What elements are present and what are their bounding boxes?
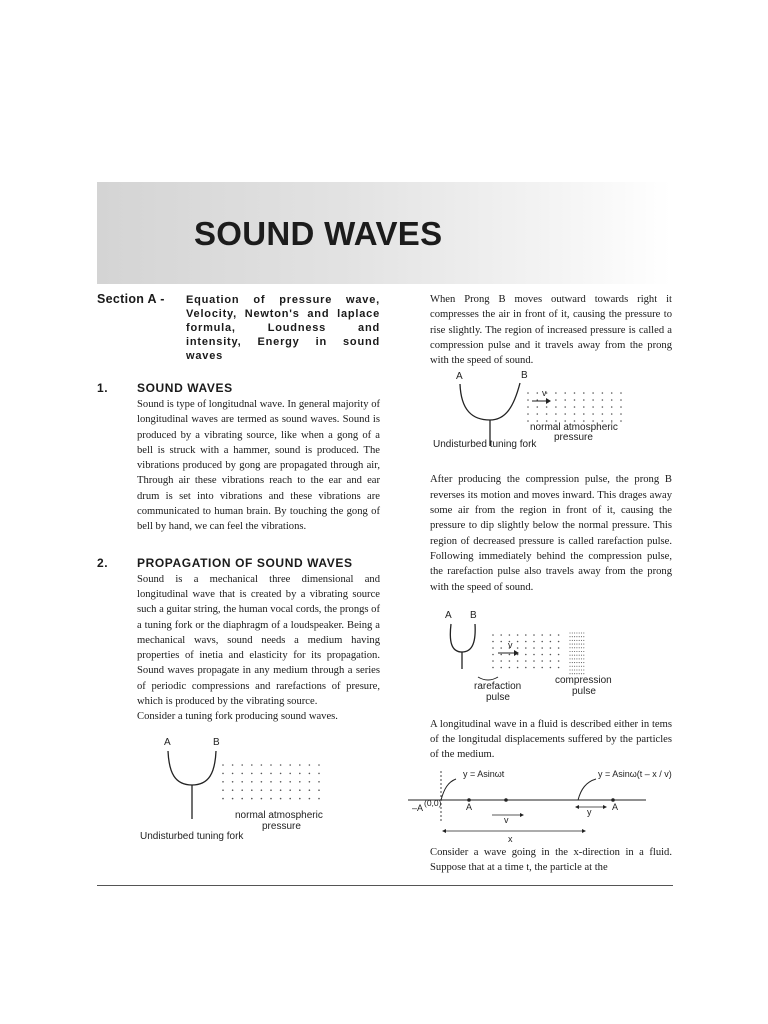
air-particle <box>299 797 301 799</box>
air-particle <box>517 647 519 649</box>
air-particle <box>500 634 502 636</box>
air-particle <box>558 660 560 662</box>
air-particle <box>569 655 570 656</box>
air-particle <box>222 764 224 766</box>
air-particle <box>500 641 502 643</box>
air-particle <box>572 655 573 656</box>
air-particle <box>492 634 494 636</box>
air-particle <box>558 647 560 649</box>
air-particle <box>574 655 575 656</box>
air-particle <box>569 640 570 641</box>
air-particle <box>583 636 584 637</box>
air-particle <box>558 641 560 643</box>
air-particle <box>576 655 577 656</box>
air-particle <box>318 764 320 766</box>
air-particle <box>492 667 494 669</box>
air-particle <box>581 651 582 652</box>
air-particle <box>309 781 311 783</box>
right-column <box>412 292 672 875</box>
air-particle <box>572 669 573 670</box>
wave-left <box>441 779 456 800</box>
prong-a-label: A <box>164 736 171 748</box>
air-particle <box>572 632 573 633</box>
displacement-diagram <box>408 767 672 845</box>
air-particle <box>261 789 263 791</box>
air-particle <box>576 666 577 667</box>
section-heading-2 <box>97 556 380 570</box>
air-particle <box>579 647 580 648</box>
air-particle <box>583 651 584 652</box>
prong-b-label: B <box>470 609 477 621</box>
air-particle <box>581 658 582 659</box>
air-particle <box>289 764 291 766</box>
air-particle <box>555 414 557 416</box>
rarefaction-brace <box>478 677 498 680</box>
air-particle <box>517 660 519 662</box>
air-particle <box>574 636 575 637</box>
fork-caption: Undisturbed tuning fork <box>433 439 537 451</box>
fork-prongs <box>460 383 520 420</box>
section-a-header <box>97 292 380 363</box>
air-particle <box>576 669 577 670</box>
air-particle <box>602 414 604 416</box>
air-particle <box>581 636 582 637</box>
air-particle <box>525 654 527 656</box>
air-particle <box>261 797 263 799</box>
air-particle <box>261 772 263 774</box>
v-label: v <box>504 814 509 825</box>
section-a-label: Section A - <box>97 292 165 306</box>
air-particle <box>574 658 575 659</box>
arrow-head <box>603 805 607 809</box>
air-particle <box>583 658 584 659</box>
air-particle <box>579 651 580 652</box>
air-particle <box>555 393 557 395</box>
origin-label: (0,0) <box>424 797 442 808</box>
section-number: 2. <box>97 555 109 570</box>
air-particle <box>572 666 573 667</box>
x-label: x <box>508 833 513 844</box>
air-particle <box>537 414 539 416</box>
air-particle <box>569 647 570 648</box>
air-particle <box>517 634 519 636</box>
arrow-head <box>546 398 551 404</box>
left-column <box>97 292 380 843</box>
air-particle <box>574 666 575 667</box>
compression-label: compression <box>555 674 612 686</box>
prong-b-label: B <box>213 736 220 748</box>
compression-diagram <box>430 368 672 472</box>
air-particle <box>583 407 585 409</box>
air-particle <box>251 764 253 766</box>
air-particle <box>602 407 604 409</box>
air-particle <box>533 647 535 649</box>
air-particle <box>574 393 576 395</box>
air-particle <box>592 393 594 395</box>
air-particle <box>574 414 576 416</box>
air-particle <box>509 667 511 669</box>
air-particle <box>289 772 291 774</box>
page-title: SOUND WAVES <box>194 215 443 252</box>
air-particle <box>299 764 301 766</box>
air-particle <box>280 781 282 783</box>
air-particle <box>592 414 594 416</box>
air-particle <box>574 640 575 641</box>
title-band <box>97 182 671 284</box>
air-particle <box>299 781 301 783</box>
air-particle <box>232 764 234 766</box>
arrow-head <box>520 813 524 817</box>
air-particle <box>525 641 527 643</box>
air-particle <box>574 643 575 644</box>
paragraph: Consider a wave going in the x-direction in a fluid. Suppose that at a time t, the particle at the <box>430 846 672 874</box>
pressure-label: normal atmospheric <box>235 809 323 821</box>
air-particle <box>579 666 580 667</box>
velocity-label: v <box>542 388 547 399</box>
air-particle <box>558 634 560 636</box>
air-particle <box>280 764 282 766</box>
air-particle <box>620 414 622 416</box>
air-particle <box>583 662 584 663</box>
air-particle <box>492 647 494 649</box>
air-particle <box>232 797 234 799</box>
air-particle <box>564 414 566 416</box>
air-particle <box>270 789 272 791</box>
air-particle <box>579 655 580 656</box>
air-particle <box>232 772 234 774</box>
air-particle <box>572 640 573 641</box>
air-particle <box>583 640 584 641</box>
air-particle <box>241 764 243 766</box>
air-particle <box>533 641 535 643</box>
air-particle <box>318 781 320 783</box>
air-particle <box>558 654 560 656</box>
air-particle <box>574 647 575 648</box>
arrow-head <box>582 829 586 833</box>
air-particle <box>541 641 543 643</box>
air-particle <box>309 764 311 766</box>
air-particle <box>576 662 577 663</box>
prong-a-label: A <box>445 609 452 621</box>
pressure-label: pressure <box>554 432 593 444</box>
air-particle <box>569 643 570 644</box>
rarefaction-label: pulse <box>486 691 510 703</box>
a-right-label: A <box>612 801 619 812</box>
air-particle <box>232 789 234 791</box>
air-particle <box>500 654 502 656</box>
air-particle <box>509 634 511 636</box>
air-particle <box>579 662 580 663</box>
velocity-label: v <box>508 639 513 650</box>
air-particle <box>620 421 622 423</box>
air-particle <box>579 632 580 633</box>
air-particle <box>546 407 548 409</box>
paragraph: When Prong B moves outward towards right it compresses the air in front of it, causing the pressure to rise slightly. The region of increased pressure is called a compression pulse and it travels away from the prong with the speed of sound. <box>430 294 672 367</box>
air-particle <box>241 772 243 774</box>
air-particle <box>241 789 243 791</box>
air-particle <box>500 647 502 649</box>
air-particle <box>509 654 511 656</box>
figure-wave-displacement <box>412 767 672 845</box>
air-particle <box>602 400 604 402</box>
air-particle <box>541 660 543 662</box>
air-particle <box>525 634 527 636</box>
air-particle <box>500 660 502 662</box>
air-particle <box>309 772 311 774</box>
air-particle <box>241 797 243 799</box>
air-particle <box>550 634 552 636</box>
air-particle <box>546 414 548 416</box>
air-particle <box>241 781 243 783</box>
air-particle <box>581 640 582 641</box>
air-particle <box>583 400 585 402</box>
air-particle <box>289 797 291 799</box>
compression-particles <box>569 632 584 674</box>
air-particle <box>537 407 539 409</box>
air-particle <box>251 789 253 791</box>
figure-rarefaction <box>430 607 672 711</box>
air-particle <box>583 666 584 667</box>
air-particle <box>525 647 527 649</box>
air-particle <box>550 647 552 649</box>
air-particle <box>525 660 527 662</box>
air-particle <box>558 667 560 669</box>
air-particle <box>251 772 253 774</box>
air-particle <box>232 781 234 783</box>
air-particle <box>569 669 570 670</box>
air-particle <box>550 660 552 662</box>
air-particle <box>555 400 557 402</box>
air-particle <box>318 789 320 791</box>
arrow-head <box>575 805 579 809</box>
air-particle <box>527 414 529 416</box>
air-particle <box>550 667 552 669</box>
air-particle <box>309 789 311 791</box>
air-particle <box>572 647 573 648</box>
paragraph: After producing the compression pulse, the prong B reverses its motion and moves inward. This drages away some air from the region in front of it, causing the pressure to dip slightly below the normal pressure. This region of decreased pressure is called rarefaction pulse. Following immediately behind the compression pulse, the rarefaction pulse also travels away from the prong with the speed of sound. <box>430 474 672 593</box>
air-particle <box>569 662 570 663</box>
air-particle <box>581 643 582 644</box>
compression-label: pulse <box>572 685 596 697</box>
arrow-head <box>514 650 519 656</box>
rarefaction-label: rarefaction <box>474 680 522 692</box>
air-particle <box>579 643 580 644</box>
air-particle <box>564 407 566 409</box>
air-particle <box>579 669 580 670</box>
air-particle <box>222 797 224 799</box>
air-particle <box>280 797 282 799</box>
air-particle <box>576 632 577 633</box>
air-particle <box>318 772 320 774</box>
air-particle <box>611 393 613 395</box>
air-particle <box>222 772 224 774</box>
air-particle <box>289 789 291 791</box>
prong-b-label: B <box>521 370 528 382</box>
air-particle <box>270 797 272 799</box>
air-particle <box>579 658 580 659</box>
air-particle <box>251 797 253 799</box>
fork-prongs <box>450 624 475 652</box>
air-particle <box>574 669 575 670</box>
air-particle <box>583 669 584 670</box>
air-particle <box>261 764 263 766</box>
section-title: SOUND WAVES <box>137 381 233 395</box>
air-particle <box>581 669 582 670</box>
air-particle <box>574 407 576 409</box>
air-particle <box>527 393 529 395</box>
air-particle <box>611 414 613 416</box>
section-title: PROPAGATION OF SOUND WAVES <box>137 555 353 570</box>
neg-a-label: –A <box>412 802 424 813</box>
air-particle <box>569 636 570 637</box>
air-particle <box>500 667 502 669</box>
fork-prongs <box>168 751 216 785</box>
air-particle <box>579 640 580 641</box>
air-particle <box>576 658 577 659</box>
air-particle <box>581 632 582 633</box>
air-particle <box>318 797 320 799</box>
air-particle <box>574 651 575 652</box>
air-particles <box>492 634 559 668</box>
bottom-rule <box>97 885 673 886</box>
air-particle <box>574 632 575 633</box>
eq-right-label: y = Asinω(t – x / v) <box>598 768 672 779</box>
air-particle <box>527 407 529 409</box>
air-particle <box>620 407 622 409</box>
air-particle <box>550 641 552 643</box>
a-mid-label: A <box>466 801 473 812</box>
prong-a-label: A <box>456 371 463 383</box>
air-particle <box>527 421 529 423</box>
particle-v <box>504 798 508 802</box>
air-particle <box>555 407 557 409</box>
air-particle <box>583 655 584 656</box>
air-particle <box>222 781 224 783</box>
air-particle <box>592 400 594 402</box>
air-particle <box>581 662 582 663</box>
air-particle <box>541 654 543 656</box>
air-particle <box>602 393 604 395</box>
air-particle <box>270 764 272 766</box>
air-particle <box>564 400 566 402</box>
air-particles <box>222 764 320 799</box>
air-particle <box>611 400 613 402</box>
air-particle <box>537 393 539 395</box>
air-particle <box>583 643 584 644</box>
air-particle <box>533 634 535 636</box>
y-label: y <box>587 806 592 817</box>
air-particle <box>492 641 494 643</box>
figure-compression <box>430 368 672 472</box>
air-particle <box>289 781 291 783</box>
air-particle <box>517 641 519 643</box>
air-particle <box>527 400 529 402</box>
air-particle <box>581 666 582 667</box>
air-particle <box>574 400 576 402</box>
air-particle <box>611 407 613 409</box>
air-particle <box>492 654 494 656</box>
air-particle <box>576 640 577 641</box>
pressure-label: normal atmospheric <box>530 422 618 434</box>
air-particle <box>581 655 582 656</box>
air-particle <box>492 660 494 662</box>
air-particle <box>525 667 527 669</box>
air-particle <box>280 789 282 791</box>
air-particle <box>569 651 570 652</box>
paragraph: Consider a tuning fork producing sound waves. <box>137 711 338 723</box>
air-particle <box>533 667 535 669</box>
air-particle <box>517 667 519 669</box>
air-particle <box>270 772 272 774</box>
air-particle <box>583 414 585 416</box>
air-particle <box>569 658 570 659</box>
air-particle <box>541 634 543 636</box>
wave-right <box>578 779 596 800</box>
pressure-label: pressure <box>262 820 301 832</box>
air-particle <box>564 393 566 395</box>
air-particle <box>261 781 263 783</box>
air-particle <box>572 658 573 659</box>
air-particle <box>583 647 584 648</box>
air-particle <box>222 789 224 791</box>
air-particle <box>581 647 582 648</box>
air-particle <box>574 662 575 663</box>
air-particle <box>576 647 577 648</box>
eq-left-label: y = Asinωt <box>463 768 505 779</box>
air-particle <box>299 772 301 774</box>
air-particle <box>620 393 622 395</box>
paragraph: Sound is type of longitudnal wave. In general majority of longitudinal waves are termed as sound waves. Sound is produced by a vibrating source, like when a gong of a bell is struck with a hammer, sound is produced. The vibrations produced by gong are propagated through air, Through air these vibrations reach to the ear and ear drum is set into vibrations and these vibrations are communicated to human brain. By touching the gong of bell by hand, we can feel the vibrations. <box>137 399 381 533</box>
arrow-head <box>442 829 446 833</box>
air-particle <box>572 651 573 652</box>
air-particle <box>592 407 594 409</box>
air-particle <box>280 772 282 774</box>
air-particle <box>579 636 580 637</box>
air-particle <box>576 651 577 652</box>
air-particle <box>270 781 272 783</box>
paragraph: A longitudinal wave in a fluid is described either in tems of the longitudal displacements suffered by the particles of the medium. <box>430 718 672 761</box>
air-particle <box>533 660 535 662</box>
air-particle <box>299 789 301 791</box>
section-number: 1. <box>97 381 109 395</box>
air-particle <box>572 662 573 663</box>
air-particle <box>251 781 253 783</box>
paragraph: Sound is a mechanical three dimensional and longitudinal wave that is created by a vibrating source such a guitar string, the human vocal cords, the prongs of a tuning fork or the diaphragm of a loudspeaker. Being a mechanical wavs, sound needs a medium having properties of inetia and elasticity for its propagation. Sound waves propagate in any medium through a series of periodic compressions and rarefactions of presure, which is produced by the vibrating source. <box>137 573 381 708</box>
air-particle <box>572 636 573 637</box>
rarefaction-diagram <box>430 607 672 711</box>
air-particle <box>583 393 585 395</box>
air-particle <box>569 666 570 667</box>
section-a-description: Equation of pressure wave, Velocity, Newton's and laplace formula, Loudness and intensity, Energy in sound waves <box>186 294 380 362</box>
fork-caption: Undisturbed tuning fork <box>140 830 244 842</box>
section-heading-1 <box>97 381 380 395</box>
air-particle <box>541 647 543 649</box>
air-particle <box>572 643 573 644</box>
air-particle <box>533 654 535 656</box>
figure-undisturbed-fork <box>97 733 380 843</box>
tuning-fork-diagram <box>97 733 380 843</box>
air-particle <box>309 797 311 799</box>
air-particle <box>576 636 577 637</box>
air-particle <box>509 660 511 662</box>
air-particle <box>550 654 552 656</box>
air-particle <box>576 643 577 644</box>
air-particle <box>583 632 584 633</box>
air-particle <box>569 632 570 633</box>
air-particle <box>620 400 622 402</box>
air-particle <box>541 667 543 669</box>
